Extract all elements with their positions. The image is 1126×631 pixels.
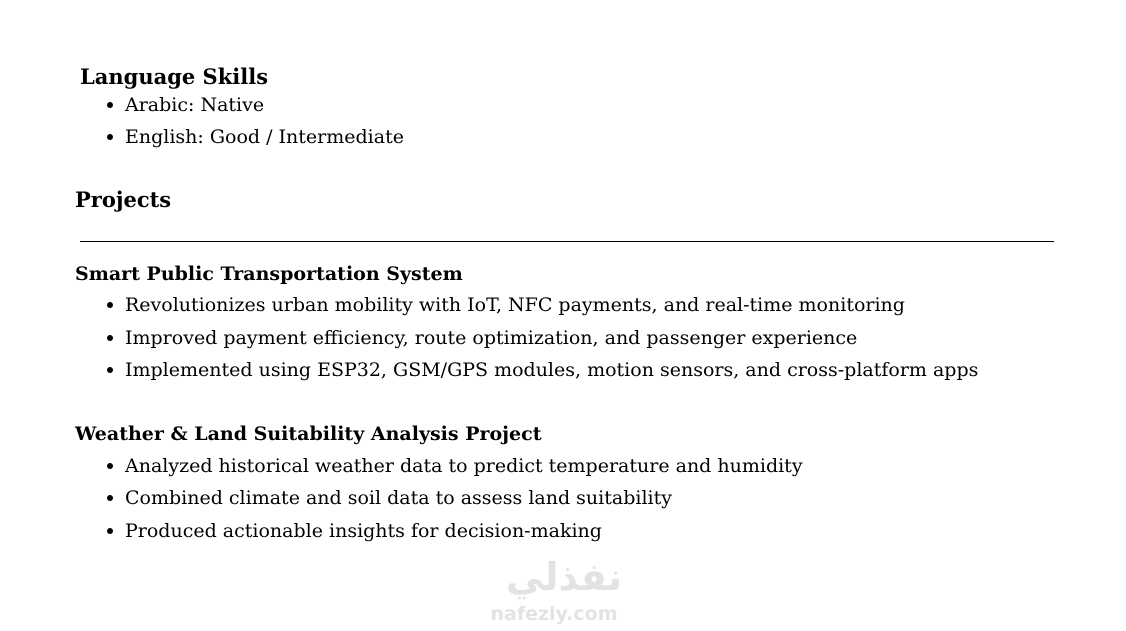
list-item — [104, 325, 978, 351]
bullet-icon — [107, 134, 113, 140]
list-item — [104, 453, 803, 479]
watermark-latin: nafezly.com — [490, 603, 618, 625]
bullet-icon — [107, 102, 113, 108]
projects-heading: Projects — [75, 187, 172, 212]
list-item — [104, 92, 404, 118]
project-title: Weather & Land Suitability Analysis Project — [75, 423, 542, 445]
list-item — [104, 518, 803, 544]
bullet-icon — [107, 367, 113, 373]
language-skills-heading: Language Skills — [80, 64, 269, 89]
bullet-icon — [107, 302, 113, 308]
bullet-icon — [107, 528, 113, 534]
nafezly-watermark — [480, 555, 648, 631]
list-item — [104, 357, 978, 383]
project-point: Revolutionizes urban mobility with IoT, NFC payments, and real-time monitoring — [125, 294, 905, 316]
bullet-icon — [107, 335, 113, 341]
list-item — [104, 124, 404, 150]
bullet-icon — [107, 463, 113, 469]
list-item — [104, 292, 978, 318]
section-divider — [80, 241, 1054, 242]
project-title: Smart Public Transportation System — [75, 263, 463, 285]
project-point: Combined climate and soil data to assess land suitability — [125, 487, 672, 509]
watermark-arabic: نفذلي — [505, 555, 623, 599]
project-point: Implemented using ESP32, GSM/GPS modules, motion sensors, and cross-platform apps — [125, 359, 979, 381]
language-item-english: English: Good / Intermediate — [125, 126, 404, 148]
project-points-list — [104, 453, 803, 544]
language-list — [104, 92, 404, 150]
project-point: Produced actionable insights for decision-making — [125, 520, 602, 542]
project-points-list — [104, 292, 978, 383]
list-item — [104, 485, 803, 511]
project-point: Improved payment efficiency, route optimization, and passenger experience — [125, 327, 858, 349]
project-point: Analyzed historical weather data to predict temperature and humidity — [125, 455, 803, 477]
bullet-icon — [107, 495, 113, 501]
language-item-arabic: Arabic: Native — [125, 94, 265, 116]
